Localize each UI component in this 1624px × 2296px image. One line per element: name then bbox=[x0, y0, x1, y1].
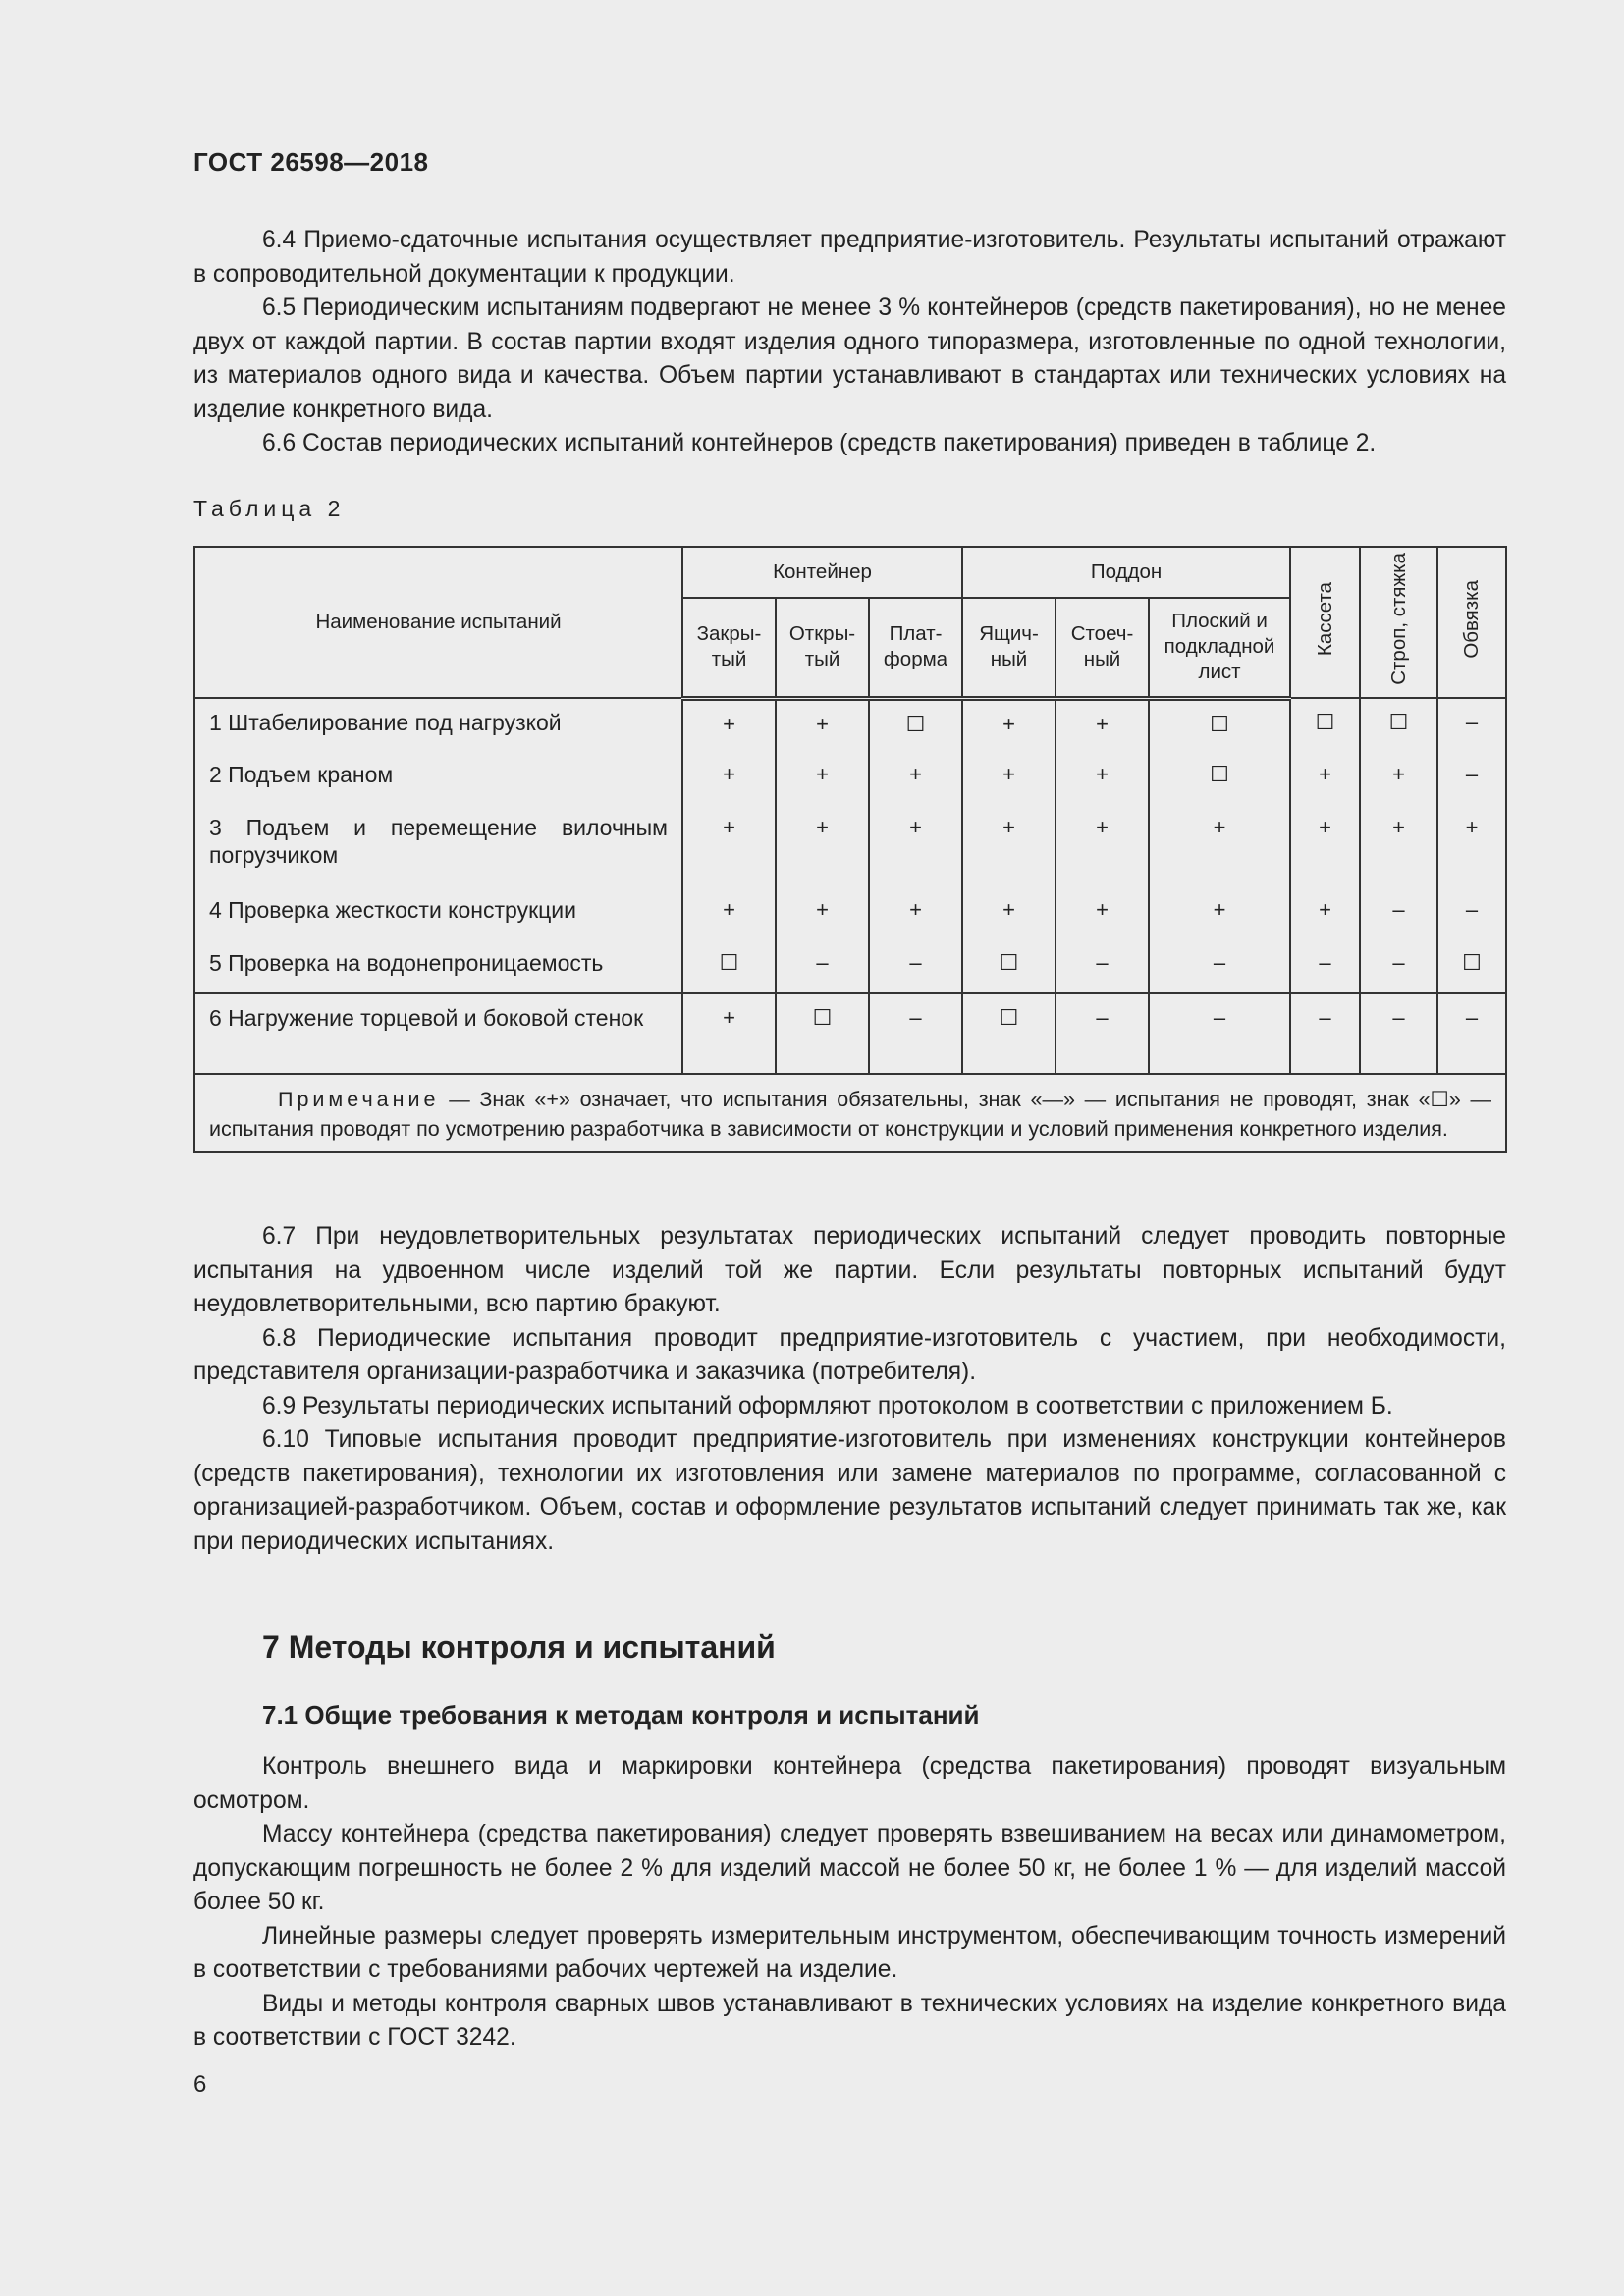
note-label: Примечание bbox=[278, 1088, 440, 1111]
header-open: Откры-тый bbox=[776, 598, 869, 698]
paragraphs-mid bbox=[193, 1220, 1506, 1559]
header-cassette bbox=[1290, 547, 1360, 698]
cell-mark: + bbox=[682, 698, 776, 751]
cell-mark: + bbox=[1290, 751, 1360, 804]
cell-mark: + bbox=[682, 993, 776, 1074]
row-name: 5 Проверка на водонепроницаемость bbox=[194, 939, 682, 993]
table-row bbox=[194, 751, 1506, 804]
cell-mark: – bbox=[1437, 751, 1506, 804]
paragraph-6-7: 6.7 При неудовлетворительных результатах периодических испытаний следует проводить повторные испытания на удвоенном числе изделий той же партии. Если результаты повторных испытаний будут неудовлетворительными, всю партию бракуют. bbox=[193, 1223, 1506, 1317]
cell-mark: + bbox=[869, 804, 962, 886]
table-caption: Таблица 2 bbox=[193, 496, 346, 521]
cell-mark: + bbox=[869, 751, 962, 804]
header-box: Ящич-ный bbox=[962, 598, 1056, 698]
cell-mark: + bbox=[869, 886, 962, 939]
cell-mark: ☐ bbox=[1149, 698, 1290, 751]
cell-mark: – bbox=[776, 939, 869, 993]
header-sling-label: Строп, стяжка bbox=[1386, 553, 1410, 685]
cell-mark: ☐ bbox=[1360, 698, 1437, 751]
header-cassette-label: Кассета bbox=[1313, 581, 1336, 657]
note-text: — Знак «+» означает, что испытания обязательны, знак «—» — испытания не проводят, знак «☐» — испытания проводят по усмотрению разработчика в зависимости от конструкции и условий применения конкретного изделия. bbox=[209, 1088, 1492, 1141]
table-row bbox=[194, 993, 1506, 1074]
cell-mark: – bbox=[1056, 939, 1149, 993]
cell-mark: + bbox=[1290, 804, 1360, 886]
cell-mark: + bbox=[682, 751, 776, 804]
header-sling bbox=[1360, 547, 1437, 698]
row-name: 6 Нагружение торцевой и боковой стенок bbox=[194, 993, 682, 1074]
cell-mark: ☐ bbox=[776, 993, 869, 1074]
cell-mark: + bbox=[1056, 698, 1149, 751]
row-name: 4 Проверка жесткости конструкции bbox=[194, 886, 682, 939]
cell-mark: + bbox=[1056, 804, 1149, 886]
cell-mark: ☐ bbox=[962, 993, 1056, 1074]
cell-mark: + bbox=[682, 804, 776, 886]
cell-mark: – bbox=[1360, 939, 1437, 993]
cell-mark: – bbox=[1360, 886, 1437, 939]
row-name: 3 Подъем и перемещение вилочным погрузчиком bbox=[194, 804, 682, 886]
cell-mark: + bbox=[1149, 886, 1290, 939]
cell-mark: + bbox=[776, 698, 869, 751]
table-2 bbox=[193, 546, 1507, 1153]
header-group-pallet: Поддон bbox=[962, 547, 1290, 598]
paragraph-visual-control: Контроль внешнего вида и маркировки контейнера (средства пакетирования) проводят визуальным осмотром. bbox=[193, 1753, 1506, 1814]
header-group-container: Контейнер bbox=[682, 547, 962, 598]
cell-mark: + bbox=[962, 698, 1056, 751]
table-row bbox=[194, 804, 1506, 886]
cell-mark: + bbox=[962, 751, 1056, 804]
cell-mark: – bbox=[1149, 939, 1290, 993]
cell-mark: – bbox=[1437, 993, 1506, 1074]
cell-mark: + bbox=[1360, 804, 1437, 886]
cell-mark: – bbox=[1360, 993, 1437, 1074]
cell-mark: – bbox=[1437, 698, 1506, 751]
cell-mark: – bbox=[1290, 939, 1360, 993]
row-name: 2 Подъем краном bbox=[194, 751, 682, 804]
cell-mark: + bbox=[682, 886, 776, 939]
table-row bbox=[194, 939, 1506, 993]
paragraph-mass: Массу контейнера (средства пакетирования) следует проверять взвешиванием на весах или динамометром, допускающим погрешность не более 2 % для изделий массой не более 50 кг, не более 1 % — для изделий массой более 50 кг. bbox=[193, 1821, 1506, 1915]
cell-mark: + bbox=[776, 886, 869, 939]
cell-mark: ☐ bbox=[1290, 698, 1360, 751]
header-flat-sheet: Плоский и подкладной лист bbox=[1149, 598, 1290, 698]
paragraph-welds: Виды и методы контроля сварных швов устанавливают в технических условиях на изделие конкретного вида в соответствии с ГОСТ 3242. bbox=[193, 1990, 1506, 2051]
cell-mark: – bbox=[1056, 993, 1149, 1074]
cell-mark: + bbox=[1149, 804, 1290, 886]
cell-mark: + bbox=[962, 886, 1056, 939]
section-heading: 7 Методы контроля и испытаний bbox=[262, 1629, 776, 1665]
header-strapping-label: Обвязка bbox=[1460, 579, 1484, 659]
cell-mark: + bbox=[776, 804, 869, 886]
cell-mark: ☐ bbox=[869, 698, 962, 751]
subsection-heading: 7.1 Общие требования к методам контроля и испытаний bbox=[262, 1700, 980, 1730]
cell-mark: + bbox=[1056, 886, 1149, 939]
cell-mark: – bbox=[869, 993, 962, 1074]
paragraph-6-5: 6.5 Периодическим испытаниям подвергают не менее 3 % контейнеров (средств пакетирования), но не менее двух от каждой партии. В состав партии входят изделия одного типоразмера, изготовленные по одной технологии, из материалов одного вида и качества. Объем партии устанавливают в стандартах или технических условиях на изделие конкретного вида. bbox=[193, 294, 1506, 423]
paragraph-6-9: 6.9 Результаты периодических испытаний оформляют протоколом в соответствии с приложением Б. bbox=[262, 1392, 1393, 1419]
paragraph-6-10: 6.10 Типовые испытания проводит предприятие-изготовитель при изменениях конструкции контейнеров (средств пакетирования), технологии их изготовления или замене материалов по программе, согласованной с организацией-разработчиком. Объем, состав и оформление результатов испытаний следует принимать так же, как при периодических испытаниях. bbox=[193, 1426, 1506, 1555]
header-closed: Закры-тый bbox=[682, 598, 776, 698]
cell-mark: + bbox=[1437, 804, 1506, 886]
table-note-row bbox=[194, 1074, 1506, 1152]
header-post: Стоеч-ный bbox=[1056, 598, 1149, 698]
cell-mark: + bbox=[962, 804, 1056, 886]
table-note bbox=[194, 1074, 1506, 1152]
paragraph-6-6: 6.6 Состав периодических испытаний контейнеров (средств пакетирования) приведен в таблице 2. bbox=[262, 430, 1377, 456]
cell-mark: – bbox=[1149, 993, 1290, 1074]
paragraph-linear-dimensions: Линейные размеры следует проверять измерительным инструментом, обеспечивающим точность измерений в соответствии с требованиями рабочих чертежей на изделие. bbox=[193, 1922, 1506, 1983]
header-strapping bbox=[1437, 547, 1506, 698]
cell-mark: ☐ bbox=[1437, 939, 1506, 993]
paragraphs-bottom bbox=[193, 1750, 1506, 2056]
row-name: 1 Штабелирование под нагрузкой bbox=[194, 698, 682, 751]
page-number: 6 bbox=[193, 2071, 207, 2098]
table-row bbox=[194, 886, 1506, 939]
cell-mark: + bbox=[1360, 751, 1437, 804]
cell-mark: – bbox=[1437, 886, 1506, 939]
cell-mark: – bbox=[869, 939, 962, 993]
table-row bbox=[194, 698, 1506, 751]
header-platform: Плат-форма bbox=[869, 598, 962, 698]
header-test-name: Наименование испытаний bbox=[194, 547, 682, 698]
document-code-header: ГОСТ 26598—2018 bbox=[193, 147, 429, 177]
cell-mark: ☐ bbox=[1149, 751, 1290, 804]
cell-mark: ☐ bbox=[962, 939, 1056, 993]
cell-mark: + bbox=[1290, 886, 1360, 939]
paragraph-6-8: 6.8 Периодические испытания проводит предприятие-изготовитель с участием, при необходимости, представителя организации-разработчика и заказчика (потребителя). bbox=[193, 1324, 1506, 1385]
cell-mark: + bbox=[776, 751, 869, 804]
cell-mark: + bbox=[1056, 751, 1149, 804]
cell-mark: ☐ bbox=[682, 939, 776, 993]
paragraphs-top bbox=[193, 224, 1506, 461]
cell-mark: – bbox=[1290, 993, 1360, 1074]
paragraph-6-4: 6.4 Приемо-сдаточные испытания осуществляет предприятие-изготовитель. Результаты испытаний отражают в сопроводительной документации к продукции. bbox=[193, 227, 1506, 288]
